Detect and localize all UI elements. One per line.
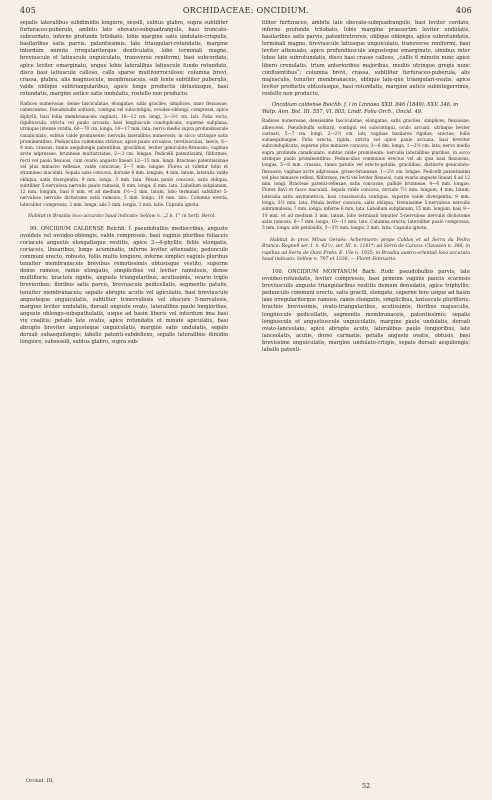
- running-header: [20, 6, 472, 20]
- habitat-note: Habitat in Brasilia loco accurato haud indicato: Sellow n. „2 b. 1“ in herb. Berol.: [28, 214, 216, 220]
- morphology-paragraph: Radices numerosae, densissime fasciculatae, elongatae, satis graciles, simplices, flexuosae, albescens. Pseudobulbi solitarii, contigui vel subcontigui, oculo arcuati, utrinque leviter carinati, 5—7 cm. longi, 2—2½ cm. lati; vaginae basilares rigidae, erectae, foliis subaequilongae. Folia erecta, rigida, stricta vel apice paulo arcuata, basi breviter subconduplicata, superne plus minusve concava, 3—6 dm. longa, 1—2½ cm. lata; nervo medio supra profunde canaliculato, subtus valde prominente; nervulis lateralibus pluribus, in sicco utrinque paulo prominentibus. Pedunculus communis erectus vel ab ipsa basi flexuosus, longus, 5—8 mm. crassus, ramis patulis vel erecto-patulis, gracilibus, distincte geniculato-flexuosis; vaginae arcte adpressae, griseo-brunneae, 1—2½ cm. longae. Pedicelli patentissimi vel plus minusve reflexi, filiformes, recti vel leviter flexuosi, cum ovario anguste lineari 8 ad 12 mm. longi. Bracteae patenti-reflexae, satis concavae, pallide brunneae, 4—6 mm. longae. Flores flavi et fusco maculati. Sepala valde concava, dorsale 7½ mm. longum, 4 mm. latum, lateralia satis asymmetrica, basi crassiuscula contigua, superne valde divergentia, 9 mm. longa, 3½ mm. lata. Petala leviter concava, satis obliqua, trenuissime 5-nervulosa nervulis subramulosis, 7 mm. longa, inferne 6 mm. lata. Labellum subplanum, 15 mm. longum, basi 9—10 mm. et ad medium 3 mm. latum, lobo terminali tenuiter 5-nervuloso nervulis dichotome satis ramosis, 6—7 mm. longo, 10—11 mm. lato. Columna erecta, lateraliter paulo compressa, 3 mm. longa, alis petaloidis, 3—3½ mm. longis, 2 mm. latis. Capsula ignota.: [262, 119, 470, 232]
- page-number-left: 405: [20, 6, 37, 15]
- running-title: ORCHIDACEAE: ONCIDIUM.: [182, 6, 310, 15]
- left-column: [20, 20, 228, 346]
- habitat-note: Habitat in prov. Minas Geraës: Achermann; prope Caldas et ad Serra da Pedra Branca: Regnell ser. I. n. 42¹/₂, ser. III. n. 1161*; ad Serra de Caraca: Claussen n. 386; in rupibus ad Serra de Ouro Preto: E. Ule n. 1935; in Brasilia austro-orientali loco accurato haud indicato: Sellow n. 707 et 1336. — Floret Februario.: [262, 237, 470, 263]
- synonymy-citation: Oncidium caldense Reichb. f. l in Linnaea XXII. 846 (1849). XXV. 346, in Walp. Ann. Bot. III. 557, VI. 803; Lindl. Folia Orch., Oncid. 49.: [262, 102, 459, 116]
- sheet-number: 52: [361, 782, 371, 790]
- species-100-description: 100. ONCIDIUM MONTANUM Barb. Rodr. pseudobulbis parvis, late ovoideo-rotundatis, leviter compressis, basi primum vaginis paucis scariosis breviusculis anguste triangularibus vestitis demum denudatis, apice triphyllis; pedunculo communi erecto, satis gracili, elongato, superne fere usque ad basin laxe irregulariterque ramoso, ramis elongatis, simplicibus, laxiuscule plurifloris; bracteis brevissimis, ovato-triangularibus, acutissimis; floribus majusculis, longiuscule pedicellatis, segmentis membranaceis, patentissimis; sepalis longiuscule et angustiuscule unguiculatis, margine paulo undulatis, dorsali ovato-lanceolato, apice abrupte acuto, lateralibus paulo longioribus, late lanceolatis, acutis, dorso carinatis; petalis anguste ovatis, obtusis, basi brevissime unguiculatis, margine undulato-crispis, sepalo dorsali aequilongis; labello patenti-: [262, 268, 470, 353]
- signature-mark: Orchid. III.: [26, 778, 55, 784]
- species-99-description: 99. ONCIDIUM CALDENSE Reichb. f. pseudobulbis mediocribus, anguste ovoideis vel ovoideo-oblongis, valde compressis, basi vaginis pluribus foliaceis coriaceis angustis elongatisque vestitis, apice 3—4-phyllis; foliis elongatis, coriaceis, linearibus, longe acuminatis, inferne leviter attenuatis; pedunculo communi erecto, robusto, foliis multo longiore, inferne simplici vaginis pluribus tenuiter membranaceis brevibus remotissimis obtusisque vestito, superne dense ramoso, ramis elongatis, simplicibus vel leviter ramulosis, dense multifloris; bracteis rigidis, anguste triangularibus, acutissimis, ovario triplo brevioribus; floribus satis parvis, breviuscule pedicellatis, segmentis patulis, tenuiter membranaceis; sepalis abrupte acutis vel apiculatis, basi breviuscule angusteque unguiculatis, subtiliter trinervulosis vel obscure 5-nervulosis, margine leviter undulatis, dorsali anguste ovato, lateralibus paulo longioribus, anguste oblongo-subspathulatis, usque ad basin liberis vel interdum ima basi vix coalitis; petalis late ovatis, apice rotundatis et minute apiculatis, basi abrupte breviter angusteque unguiculatis, margine satis undulatis, sepalo dorsali subaequilongis; labello patenti-subdeflexo, sepalis lateralibus dimidio longiore, subsessili, subtus glabro, supra sub-: [20, 225, 228, 346]
- page-number-right: 406: [455, 6, 472, 15]
- right-column: [262, 20, 470, 354]
- latin-description-continued: sepalis lateralibus subdimidio longiore, sessili, subtus glabro, supra subtiliter furfuraceo-puberulo, ambitu late obovato-subquadrangulo, basi truncato-subcordato, inferne profunde trilobato, lobis margine satis undulato-crispulis, basilaribus satis parvis, patentissimis, late triangulari-rotundatis, margine interdum minute irregulariterque denticulatis, lobo terminali magno, breviuscule et latiuscule unguiculato, transverse reniformi, basi subcordato, apice leviter emarginato, ungue lobis lateralibus latiuscule fundo rotundato, disco basi latiuscule calloso, callo sparse multiverruculoso; columna brevi, crassa, glabra, alis magnuscule, membranaceis, sub lente subtiliter puberulis, valde oblique subtriangularibus, apice longe productis obtusiusque, basi rotundatis, margine antice satis undulatis, rostello non producto.: [20, 20, 228, 97]
- morphology-paragraph: Radices numerosae, dense fasciculatae, elongatae, satis graciles, simplices, nunc flexuosae, canescentes. Pseudobulbi solitarii, contigui vel subcontigui, ovoideo-oblongi, compressi, apice diphylli, basi foliis membranaceis vaginati, 10—12 cm. longi, 3—3½ cm. lati. Folia recta, rigidiuscula, stricta vel paulo arcuata, basi longiuscule conduplicata, superne subplana, utrinque intense viridia, 60—70 cm. longa, 14—17 mm. lata; nervo medio supra profundiuscule canaliculato, subtus valde prominente; nervulis lateralibus numerosis, in sicco utrinque satis prominentibus. Pedunculus communis strictus, apice paulo arcuatus, teretiusculus, laevis, 8—9 mm. crassus, ramis aequilongis patentibus, gracilibus, leviter geniculato-flexuosis; vaginae arcte adpressae, brunneae multistriatae, 2—3 cm. longae. Pedicelli patentissimi, filiformes, recti vel paulo flexuosi, cum ovario angusto lineari 12—15 mm. longi. Bracteae patentissimae vel plus minusve reflexae, valde concavae, 5—7 mm. longae. Flores ut videtur lutei et stramineo maculati. Sepala satis concava, dorsale 8 mm. longum, 4 mm. latum, lateralia valde obliqua, satis divergentia, 9 mm. longa, 3 mm. lata. Petala paulo concava, satis obliqua, subtiliter 5-nervulosa nervulis paulo ramosis, 8 mm. longa, 6 mm. lata. Labellum subplanum, 12 mm. longum, basi 8 mm. et ad medium 1½—2 mm. latum, lobo terminali subtiliter 5-nervuloso nervulis dichotome satis ramosis, 5 mm. longo, 10 mm. lato. Columna erecta, lateraliter compressa, 2 mm. longa, alis 3 mm. longis, 2 mm. latis. Capsula ignota.: [20, 102, 229, 208]
- latin-description-continued: tiliter furfuraceo, ambitu late obovato-subquadrangulo, basi leviter cordato, inferne profunde trilobato, lobis margine praesertim leviter undulatis, basilaribus satis parvis, patentiretrorsis, oblique oblongis, apice subrotundatis, terminali magno, breviuscule latiusque unguiculato, transverse reniformi, basi leviter attenuato, apice profundiuscule angusteque emarginato, sinubus inter lobos late subrotundatis, disco basi crasse calloso, „callis 6 minutis nunc apice libero crenulatis, trium anterioribus majoribus, mediis utrinque gregis nunc confluentibus“; columna brevi, crassa, subtiliter furfuraceo-puberula, alis majusculis, tenuiter membranaceis, oblique late-que triangulari-ovatis, apice leviter productis obtusiusque, basi rotundatis, margine antice subintegerrimis, rostello non producto.: [262, 20, 470, 97]
